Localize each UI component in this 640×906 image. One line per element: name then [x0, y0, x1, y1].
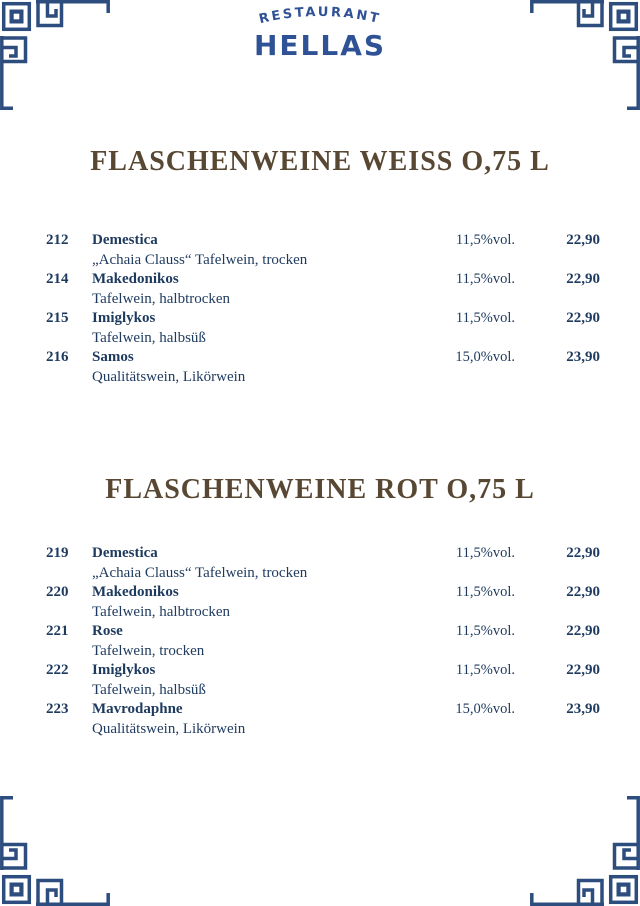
wine-price: 22,90 [566, 232, 600, 248]
wine-number: 216 [46, 349, 69, 365]
greek-key-corner-bottom-right [528, 794, 640, 906]
wine-price: 23,90 [566, 701, 600, 717]
wine-alcohol: 15,0%vol. [455, 349, 515, 365]
wine-price: 22,90 [566, 623, 600, 639]
svg-text:RESTAURANT [258, 5, 383, 27]
wine-item [46, 661, 600, 700]
wine-number: 214 [46, 271, 69, 287]
wine-name: Samos [92, 349, 134, 365]
wine-number: 221 [46, 623, 69, 639]
wine-item [46, 544, 600, 583]
wine-price: 22,90 [566, 545, 600, 561]
wine-item [46, 309, 600, 348]
wine-alcohol: 11,5%vol. [455, 584, 515, 600]
greek-key-icon [528, 0, 640, 112]
wine-item [46, 700, 600, 739]
wine-description: Tafelwein, halbsüß [92, 329, 206, 346]
wine-alcohol: 11,5%vol. [455, 232, 515, 248]
wine-alcohol: 11,5%vol. [455, 623, 515, 639]
section-title: FLASCHENWEINE ROT O,75 L [105, 474, 535, 505]
greek-key-icon [528, 794, 640, 906]
wine-item [46, 583, 600, 622]
wine-description: Qualitätswein, Likörwein [92, 368, 246, 385]
wine-alcohol: 11,5%vol. [455, 662, 515, 678]
greek-key-corner-bottom-left [0, 794, 112, 906]
wine-price: 23,90 [566, 349, 600, 365]
greek-key-corner-top-left [0, 0, 112, 112]
wine-list [0, 231, 640, 387]
wine-description: Tafelwein, halbtrocken [92, 603, 231, 620]
wine-number: 212 [46, 232, 69, 248]
wine-description: Tafelwein, halbtrocken [92, 290, 231, 307]
menu-section [0, 473, 640, 739]
wine-price: 22,90 [566, 662, 600, 678]
wine-price: 22,90 [566, 310, 600, 326]
wine-price: 22,90 [566, 271, 600, 287]
wine-item [46, 622, 600, 661]
wine-number: 223 [46, 701, 69, 717]
wine-alcohol: 11,5%vol. [455, 310, 515, 326]
wine-description: Tafelwein, halbsüß [92, 681, 206, 698]
wine-item [46, 348, 600, 387]
wine-description: Qualitätswein, Likörwein [92, 720, 246, 737]
restaurant-hellas-logo [215, 2, 425, 62]
wine-name: Imiglykos [92, 310, 156, 326]
logo-hellas-text: HELLAS [253, 29, 387, 62]
wine-number: 220 [46, 584, 69, 600]
wine-alcohol: 15,0%vol. [455, 701, 515, 717]
wine-alcohol: 11,5%vol. [455, 271, 515, 287]
wine-description: „Achaia Clauss“ Tafelwein, trocken [92, 251, 308, 268]
wine-alcohol: 11,5%vol. [455, 545, 515, 561]
wine-list [0, 544, 640, 739]
wine-name: Demestica [92, 545, 158, 561]
wine-description: „Achaia Clauss“ Tafelwein, trocken [92, 564, 308, 581]
wine-name: Demestica [92, 232, 158, 248]
wine-number: 215 [46, 310, 69, 326]
greek-key-corner-top-right [528, 0, 640, 112]
wine-name: Makedonikos [92, 584, 179, 600]
wine-item [46, 231, 600, 270]
wine-name: Imiglykos [92, 662, 156, 678]
greek-key-icon [0, 0, 112, 112]
wine-name: Makedonikos [92, 271, 179, 287]
wine-price: 22,90 [566, 584, 600, 600]
wine-item [46, 270, 600, 309]
wine-number: 222 [46, 662, 69, 678]
greek-key-icon [0, 794, 112, 906]
wine-number: 219 [46, 545, 69, 561]
wine-name: Rose [92, 623, 123, 639]
section-title: FLASCHENWEINE WEISS O,75 L [90, 146, 550, 177]
wine-name: Mavrodaphne [92, 701, 183, 717]
menu-section [0, 145, 640, 387]
logo-restaurant-text: RESTAURANT [257, 4, 383, 28]
menu-sections [0, 145, 640, 739]
wine-description: Tafelwein, trocken [92, 642, 205, 659]
